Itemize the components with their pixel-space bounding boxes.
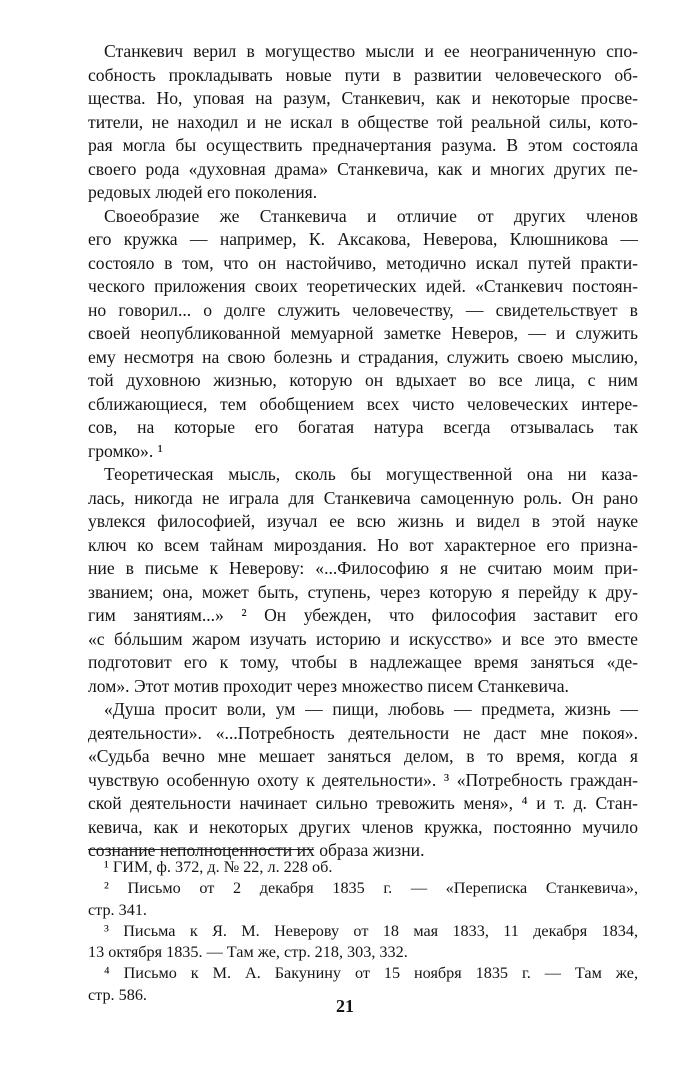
paragraph xyxy=(88,205,638,464)
text-line: Станкевич верил в могущество мысли и ее неограниченную спо- xyxy=(104,41,638,61)
text-line: подготовит его к тому, чтобы в надлежащее время заняться «де- xyxy=(88,652,638,672)
text-line: той духовною жизнью, которую он вдыхает во все лица, с ним xyxy=(88,370,638,390)
text-line: сознание неполноценности их образа жизни. xyxy=(88,840,425,860)
text-line: ему несмотря на свою болезнь и страдания, служить своею мыслию, xyxy=(88,346,638,367)
text-line: ской деятельности начинает сильно тревожить меня», ⁴ и т. д. Стан- xyxy=(88,793,638,813)
text-line: лась, никогда не играла для Станкевича самоценную роль. Он рано xyxy=(88,487,638,508)
body-text xyxy=(88,40,638,863)
paragraph xyxy=(88,40,638,205)
paragraph xyxy=(88,463,638,698)
footnote-line: стр. 586. xyxy=(88,985,147,1004)
text-line: кевича, как и некоторых других членов кружка, постоянно мучило xyxy=(88,816,638,837)
footnote-line: ³ Письма к Я. М. Неверову от 18 мая 1833, 11 декабря 1834, xyxy=(104,921,638,940)
text-line: громко». ¹ xyxy=(88,440,163,461)
footnotes xyxy=(88,857,638,1006)
text-line: сов, на которые его богатая натура всегда отзывалась так xyxy=(88,417,638,437)
text-line: своей неопубликованной мемуарной заметке Неверов, — и служить xyxy=(88,323,638,343)
text-line: рая могла бы осуществить предначертания разума. В этом состояла xyxy=(88,135,638,155)
text-line: собность прокладывать новые пути в развитии человеческого об- xyxy=(88,64,638,85)
text-line: состояло в том, что он настойчиво, методично искал путей практи- xyxy=(88,252,638,273)
text-line: «Судьба вечно мне мешает заняться делом, в то время, когда я xyxy=(88,746,638,766)
text-line: деятельности». «...Потребность деятельности не даст мне покоя». xyxy=(88,722,638,743)
text-line: званием; она, может быть, ступень, через которую я перейду к дру- xyxy=(88,581,638,602)
paragraph xyxy=(88,698,638,863)
text-line: ческого приложения своих теоретических идей. «Станкевич постоян- xyxy=(88,276,638,296)
text-line: его кружка — например, К. Аксакова, Неверова, Клюшникова — xyxy=(88,229,638,249)
text-line: но говорил... о долге служить человечеству, — свидетельствует в xyxy=(88,299,638,320)
text-line: тители, не находил и не искал в обществе той реальной силы, кото- xyxy=(88,111,638,132)
text-line: Своеобразие же Станкевича и отличие от других членов xyxy=(104,205,638,226)
text-line: чувствую особенную охоту к деятельности». ³ «Потребность граждан- xyxy=(88,769,638,790)
text-line: Теоретическая мысль, сколь бы могущественной она ни каза- xyxy=(104,464,638,484)
footnote-line: стр. 341. xyxy=(88,900,147,919)
text-line: гим занятиям...» ² Он убежден, что философия заставит его xyxy=(88,605,638,625)
text-line: «с бóльшим жаром изучать историю и искусство» и все это вместе xyxy=(88,628,638,649)
footnote-line: 13 октября 1835. — Там же, стр. 218, 303, 332. xyxy=(88,943,408,962)
footnote-line: ² Письмо от 2 декабря 1835 г. — «Переписка Станкевича», xyxy=(104,879,638,898)
text-line: увлекся философией, изучал ее всю жизнь и видел в этой науке xyxy=(88,511,638,531)
footnote-divider xyxy=(88,849,314,850)
footnote xyxy=(88,878,638,921)
text-line: ние в письме к Неверову: «...Философию я не считаю моим при- xyxy=(88,558,638,578)
text-line: ключ ко всем тайнам мироздания. Но вот характерное его призна- xyxy=(88,534,638,555)
text-line: своего рода «духовная драма» Станкевича, как и многих других пе- xyxy=(88,158,638,179)
text-line: лом». Этот мотив проходит через множество писем Станкевича. xyxy=(88,675,569,696)
text-line: «Душа просит воли, ум — пищи, любовь — предмета, жизнь — xyxy=(104,699,638,719)
footnote-line: ⁴ Письмо к М. А. Бакунину от 15 ноября 1835 г. — Там же, xyxy=(104,964,638,983)
page-number: 21 xyxy=(336,996,354,1016)
footnote xyxy=(88,921,638,964)
text-line: редовых людей его поколения. xyxy=(88,182,318,202)
footnote xyxy=(88,857,638,878)
text-line: щества. Но, уповая на разум, Станкевич, как и некоторые просве- xyxy=(88,88,638,108)
footnote-line: ¹ ГИМ, ф. 372, д. № 22, л. 228 об. xyxy=(104,858,333,876)
text-line: сближающиеся, тем обобщением всех чисто человеческих интере- xyxy=(88,393,638,414)
